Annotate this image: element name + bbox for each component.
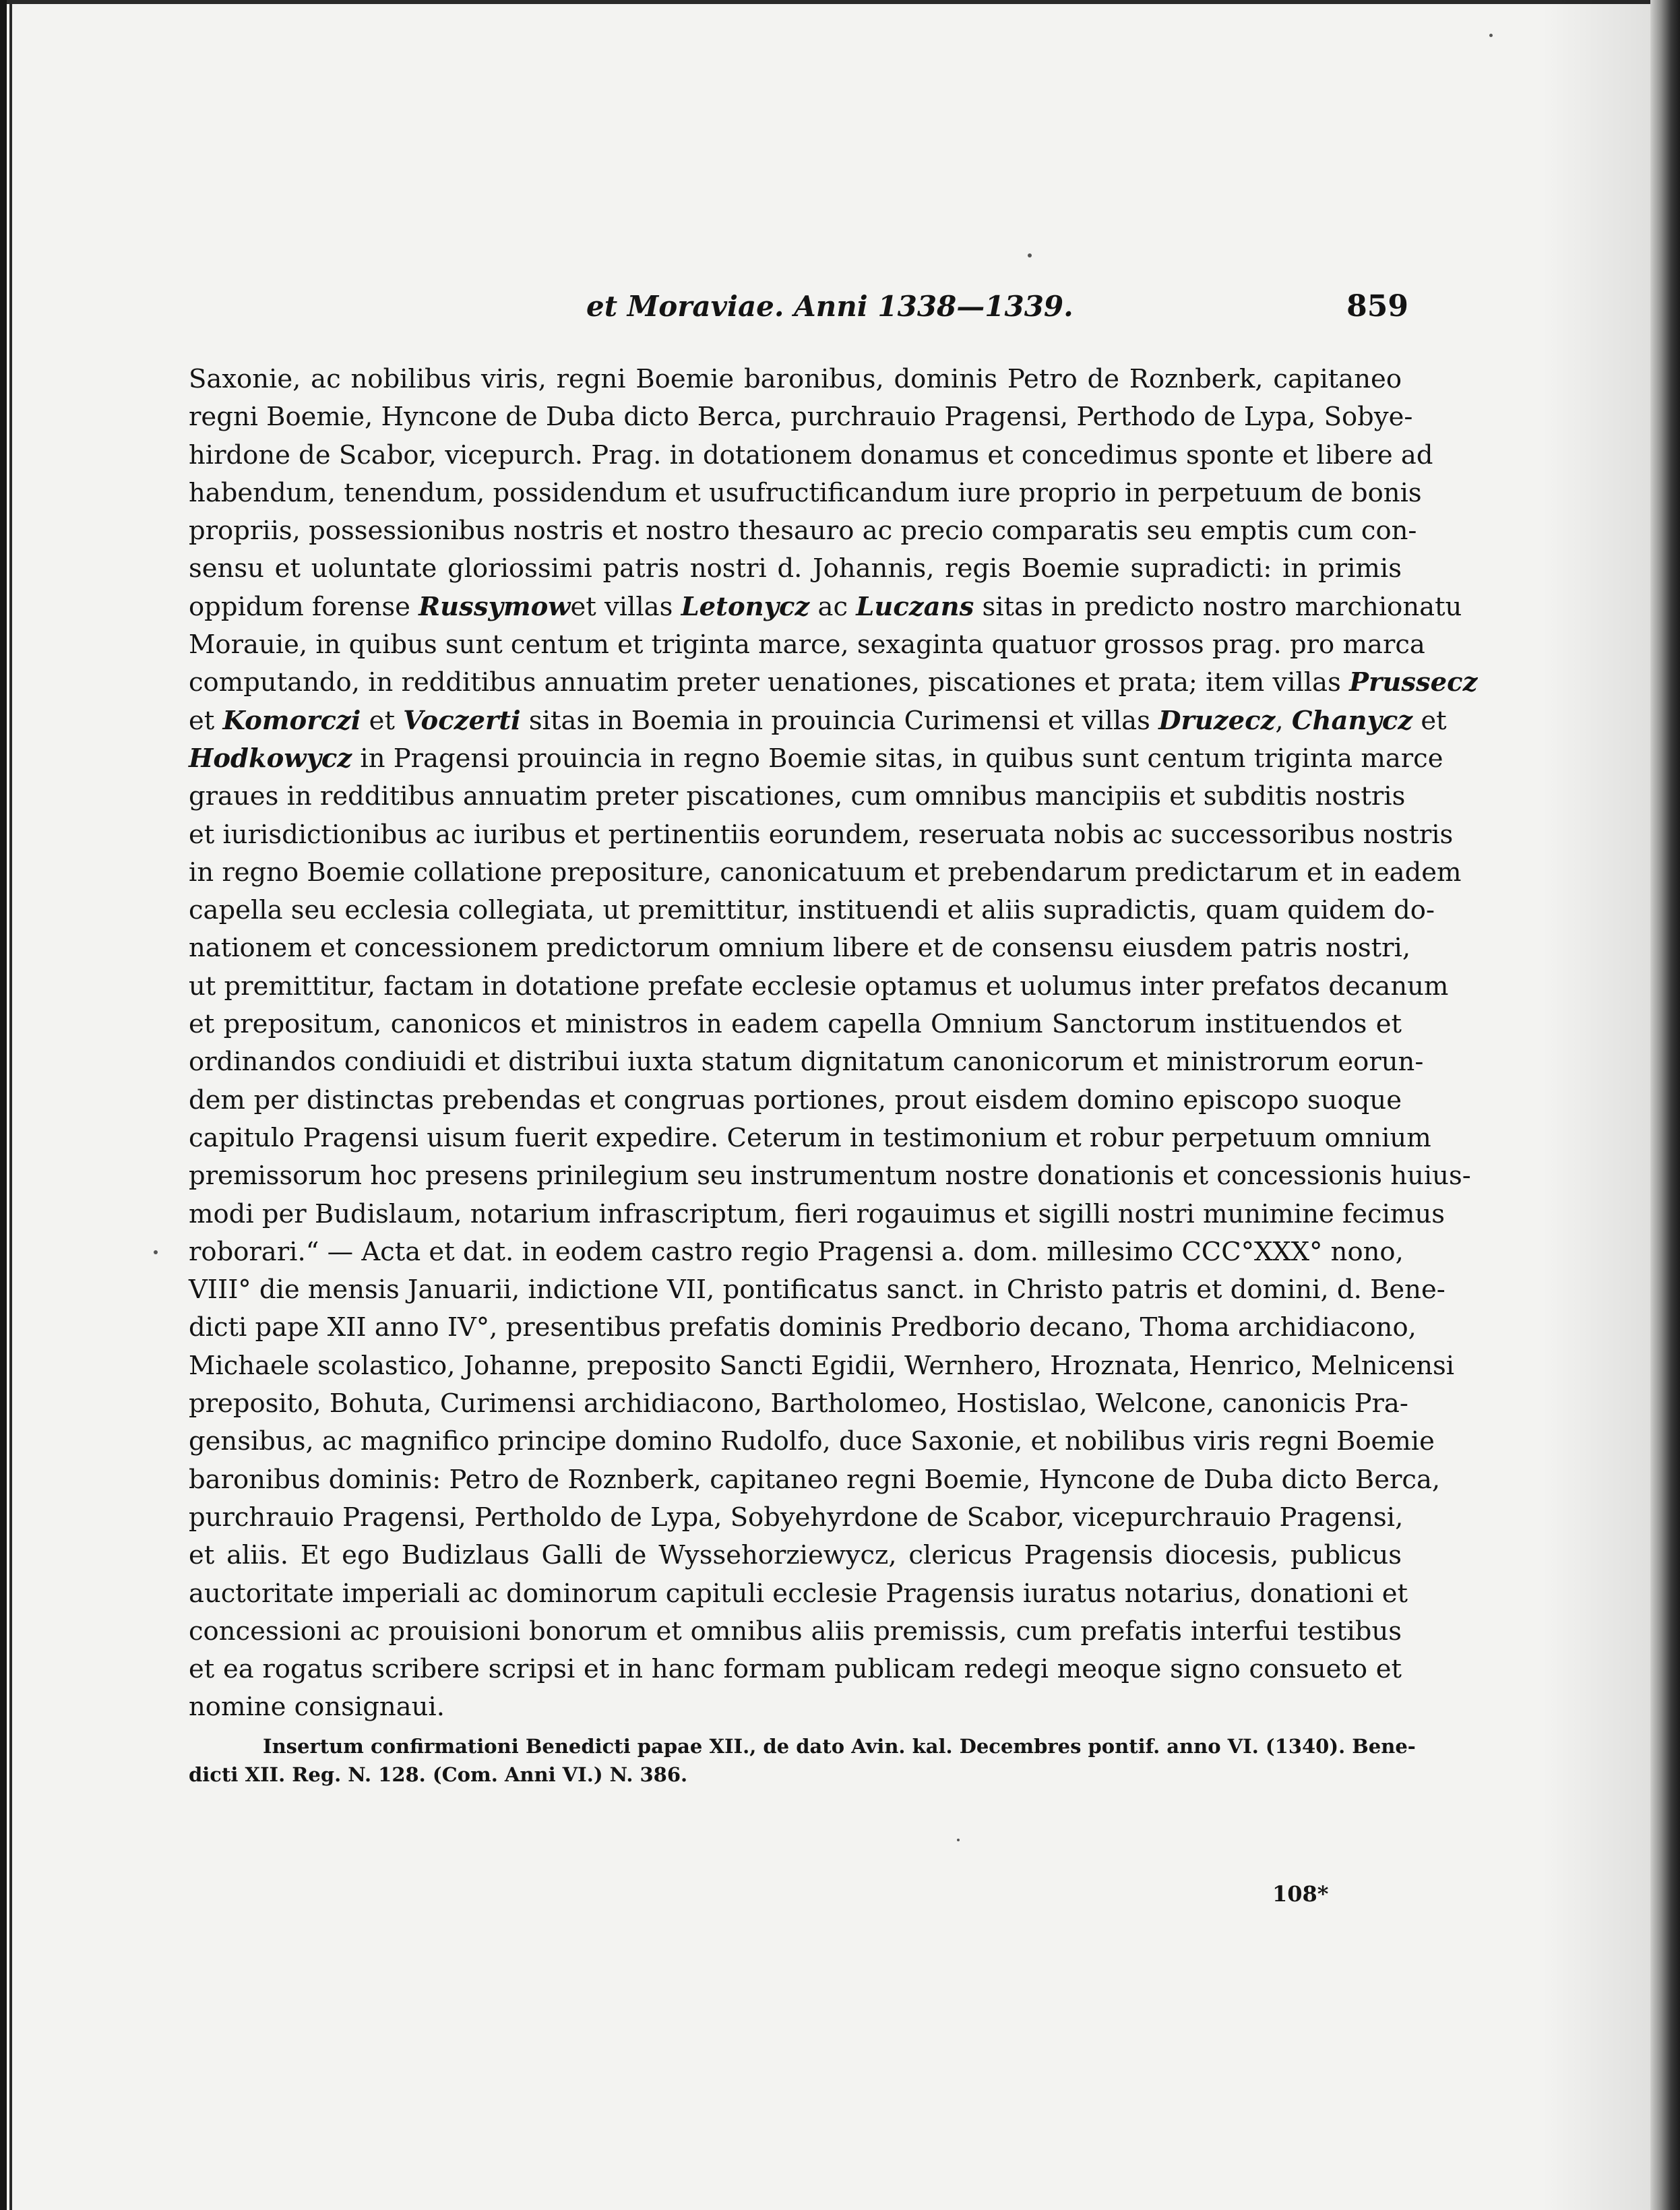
source-note-line: dicti XII. Reg. N. 128. (Com. Anni VI.) N. 386. [189, 1763, 688, 1786]
body-line: computando, in redditibus annuatim preter uenationes, piscationes et prata; item villas Prussecz [189, 667, 1478, 698]
body-line: dem per distinctas prebendas et congruas portiones, prout eisdem domino episcopo suoque [189, 1084, 1402, 1115]
scan-speck [154, 1250, 158, 1254]
body-line: hirdone de Scabor, vicepurch. Prag. in dotationem donamus et concedimus sponte et libere ad [189, 439, 1433, 470]
document-body [189, 361, 1478, 1727]
body-line: et aliis. Et ego Budizlaus Galli de Wyssehorziewycz, clericus Pragensis diocesis, publicus [189, 1540, 1402, 1571]
body-line: auctoritate imperiali ac dominorum capituli ecclesie Pragensis iuratus notarius, donationi et [189, 1578, 1408, 1609]
scan-speck [1489, 34, 1493, 37]
place-name: Prussecz [1349, 667, 1478, 698]
body-line: graues in redditibus annuatim preter piscationes, cum omnibus mancipiis et subditis nostris [189, 781, 1406, 812]
body-line: ordinandos condiuidi et distribui iuxta statum dignitatum canonicorum et ministrorum eorun- [189, 1047, 1424, 1078]
scan-speck [1028, 253, 1032, 257]
body-line: Michaele scolastico, Johanne, preposito Sancti Egidii, Wernhero, Hroznata, Henrico, Melnicensi [189, 1350, 1455, 1381]
place-name: Luczans [856, 591, 974, 622]
body-line: capitulo Pragensi uisum fuerit expedire. Ceterum in testimonium et robur perpetuum omnium [189, 1122, 1431, 1153]
body-line: Hodkowycz in Pragensi prouincia in regno Boemie sitas, in quibus sunt centum triginta marce [189, 743, 1443, 774]
body-line: nationem et concessionem predictorum omnium libere et de consensu eiusdem patris nostri, [189, 933, 1411, 964]
signature-mark: 108* [1272, 1881, 1329, 1907]
body-line: gensibus, ac magnifico principe domino Rudolfo, duce Saxonie, et nobilibus viris regni Boemie [189, 1426, 1435, 1457]
place-name: Komorczi [222, 705, 361, 736]
scan-edge-right [1650, 0, 1680, 2210]
place-name: Chanycz [1291, 705, 1413, 736]
place-name: Druzecz [1158, 705, 1276, 736]
body-line: et prepositum, canonicos et ministros in eadem capella Omnium Sanctorum instituendos et [189, 1009, 1402, 1040]
body-line: propriis, possessionibus nostris et nostro thesauro ac precio comparatis seu emptis cum con- [189, 516, 1417, 547]
scan-edge-top [0, 0, 1680, 4]
source-note-line: Insertum confirmationi Benedicti papae XII., de dato Avin. kal. Decembres pontif. anno VI. (1340). Bene- [263, 1735, 1416, 1758]
place-name: Voczerti [403, 705, 521, 736]
body-line: ut premittitur, factam in dotatione prefate ecclesie optamus et uolumus inter prefatos decanum [189, 971, 1449, 1002]
body-line: et Komorczi et Voczerti sitas in Boemia in prouincia Curimensi et villas Druzecz, Chanycz et [189, 705, 1447, 736]
scan-speck [957, 1839, 960, 1841]
body-line: habendum, tenendum, possidendum et usufructificandum iure proprio in perpetuum de bonis [189, 477, 1422, 508]
body-line: premissorum hoc presens prinilegium seu instrumentum nostre donationis et concessionis huius- [189, 1161, 1471, 1192]
body-line: sensu et uoluntate gloriossimi patris nostri d. Johannis, regis Boemie supradicti: in primis [189, 553, 1402, 584]
body-line: dicti pape XII anno IV°, presentibus prefatis dominis Predborio decano, Thoma archidiacono, [189, 1312, 1417, 1343]
body-line: et ea rogatus scribere scripsi et in hanc formam publicam redegi meoque signo consueto et [189, 1654, 1402, 1685]
body-line: preposito, Bohuta, Curimensi archidiacono, Bartholomeo, Hostislao, Welcone, canonicis Pra- [189, 1388, 1408, 1419]
body-line: regni Boemie, Hyncone de Duba dicto Berca, purchrauio Pragensi, Perthodo de Lypa, Sobye- [189, 402, 1413, 433]
place-name: Hodkowycz [189, 743, 352, 774]
body-line: oppidum forense Russymowet villas Letonycz ac Luczans sitas in predicto nostro marchionatu [189, 591, 1462, 622]
body-line: concessioni ac prouisioni bonorum et omnibus aliis premissis, cum prefatis interfui testibus [189, 1616, 1402, 1647]
running-head: et Moraviae. Anni 1338—1339. [586, 290, 1074, 323]
source-note [189, 1732, 1416, 1789]
body-line: Saxonie, ac nobilibus viris, regni Boemie baronibus, dominis Petro de Roznberk, capitaneo [189, 364, 1402, 394]
page-header [189, 283, 1408, 330]
body-line: Morauie, in quibus sunt centum et triginta marce, sexaginta quatuor grossos prag. pro marca [189, 630, 1425, 661]
scan-edge-left-inner [9, 0, 12, 2210]
place-name: Letonycz [681, 591, 810, 622]
body-line: nomine consignaui. [189, 1692, 445, 1723]
body-line: VIII° die mensis Januarii, indictione VII, pontificatus sanct. in Christo patris et domini, d. Bene- [189, 1275, 1445, 1306]
body-line: baronibus dominis: Petro de Roznberk, capitaneo regni Boemie, Hyncone de Duba dicto Berca, [189, 1464, 1441, 1495]
page-number: 859 [1346, 289, 1408, 324]
body-line: modi per Budislaum, notarium infrascriptum, fieri rogauimus et sigilli nostri munimine fecimus [189, 1198, 1445, 1229]
scan-edge-left [0, 0, 7, 2210]
scan-shadow-right [1543, 0, 1650, 2210]
body-line: et iurisdictionibus ac iuribus et pertinentiis eorundem, reseruata nobis ac successoribus nostris [189, 819, 1454, 850]
body-line: in regno Boemie collatione prepositure, canonicatuum et prebendarum predictarum et in eadem [189, 857, 1462, 888]
place-name: Russymow [418, 591, 571, 622]
body-line: capella seu ecclesia collegiata, ut premittitur, instituendi et aliis supradictis, quam quidem do- [189, 895, 1435, 926]
body-line: roborari.“ — Acta et dat. in eodem castro regio Pragensi a. dom. millesimo CCC°XXX° nono, [189, 1236, 1404, 1267]
body-line: purchrauio Pragensi, Pertholdo de Lypa, Sobyehyrdone de Scabor, vicepurchrauio Pragensi, [189, 1502, 1404, 1533]
